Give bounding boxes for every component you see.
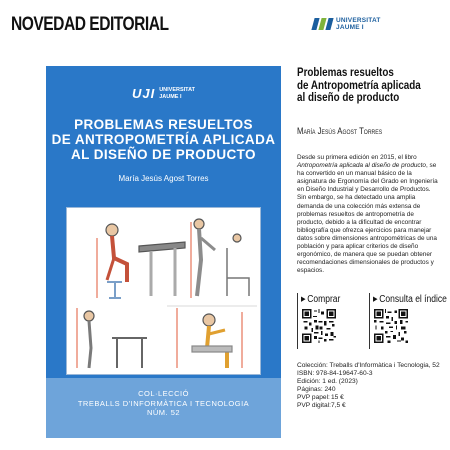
cover-logo-text: UNIVERSITAT JAUME I bbox=[159, 87, 196, 100]
meta-pages: Páginas: 240 bbox=[297, 386, 336, 394]
anthropometry-figures-icon bbox=[67, 208, 262, 376]
cover-logo-mark: UJI bbox=[131, 86, 156, 101]
cover-illustration bbox=[66, 207, 261, 375]
index-link[interactable]: ▶ Consulta el índice bbox=[373, 294, 447, 305]
cover-title: PROBLEMAS RESUELTOS DE ANTROPOMETRÍA APLICADA AL DISEÑO DE PRODUCTO bbox=[51, 117, 276, 162]
book-author: María Jesús Agost Torres bbox=[297, 126, 383, 136]
buy-qr-code-icon[interactable] bbox=[302, 309, 336, 343]
page-header-title: NOVEDAD EDITORIAL bbox=[11, 14, 169, 35]
meta-edition: Edición: 1 ed. (2023) bbox=[297, 378, 358, 386]
meta-isbn: ISBN: 978-84-19647-60-3 bbox=[297, 370, 373, 378]
book-metadata bbox=[297, 362, 447, 411]
divider-left bbox=[297, 293, 298, 349]
cover-logo bbox=[46, 86, 281, 101]
cover-author: María Jesús Agost Torres bbox=[118, 174, 209, 183]
meta-price-paper: PVP papel:15 € bbox=[297, 394, 344, 402]
university-logo[interactable] bbox=[313, 17, 381, 31]
uji-logo-mark-icon bbox=[313, 18, 332, 30]
play-arrow-icon: ▶ bbox=[301, 296, 306, 303]
index-qr-code-icon[interactable] bbox=[374, 309, 408, 343]
meta-price-digital: PVP digital:7,5 € bbox=[297, 402, 346, 410]
buy-link[interactable]: ▶ Comprar bbox=[301, 294, 341, 305]
book-cover[interactable] bbox=[46, 66, 281, 438]
meta-collection: Colección: Treballs d'Informàtica i Tecnologia, 52 bbox=[297, 362, 440, 369]
university-logo-text: UNIVERSITAT JAUME I bbox=[336, 17, 381, 31]
book-description: Desde su primera edición en 2015, el libro Antropometría aplicada al diseño de producto, se ha convertido en un manual básico de la asignatura de Ergonomía del Grado en Ingeniería en Diseño Industrial y Desarrollo de Productos. Sin embargo, se ha detectado una amplia demanda de una colección más extensa de problemas resueltos de antropometría de producto, debido a la dificultad de encontrar bibliografía que ofrezca ejercicios para manejar datos sobre dimensiones antropométricas de una población y para aplicar criterios de diseño ergonómico, de manera que se puedan obtener recomendaciones dimensionales de productos y espacios. bbox=[297, 154, 438, 275]
play-arrow-icon: ▶ bbox=[373, 296, 378, 303]
divider-right bbox=[369, 293, 370, 349]
cover-collection-band: COL·LECCIÓ TREBALLS D'INFORMÀTICA I TECNOLOGIA NÚM. 52 bbox=[46, 378, 281, 438]
book-title: Problemas resueltos de Antropometría aplicada al diseño de producto bbox=[297, 65, 421, 104]
